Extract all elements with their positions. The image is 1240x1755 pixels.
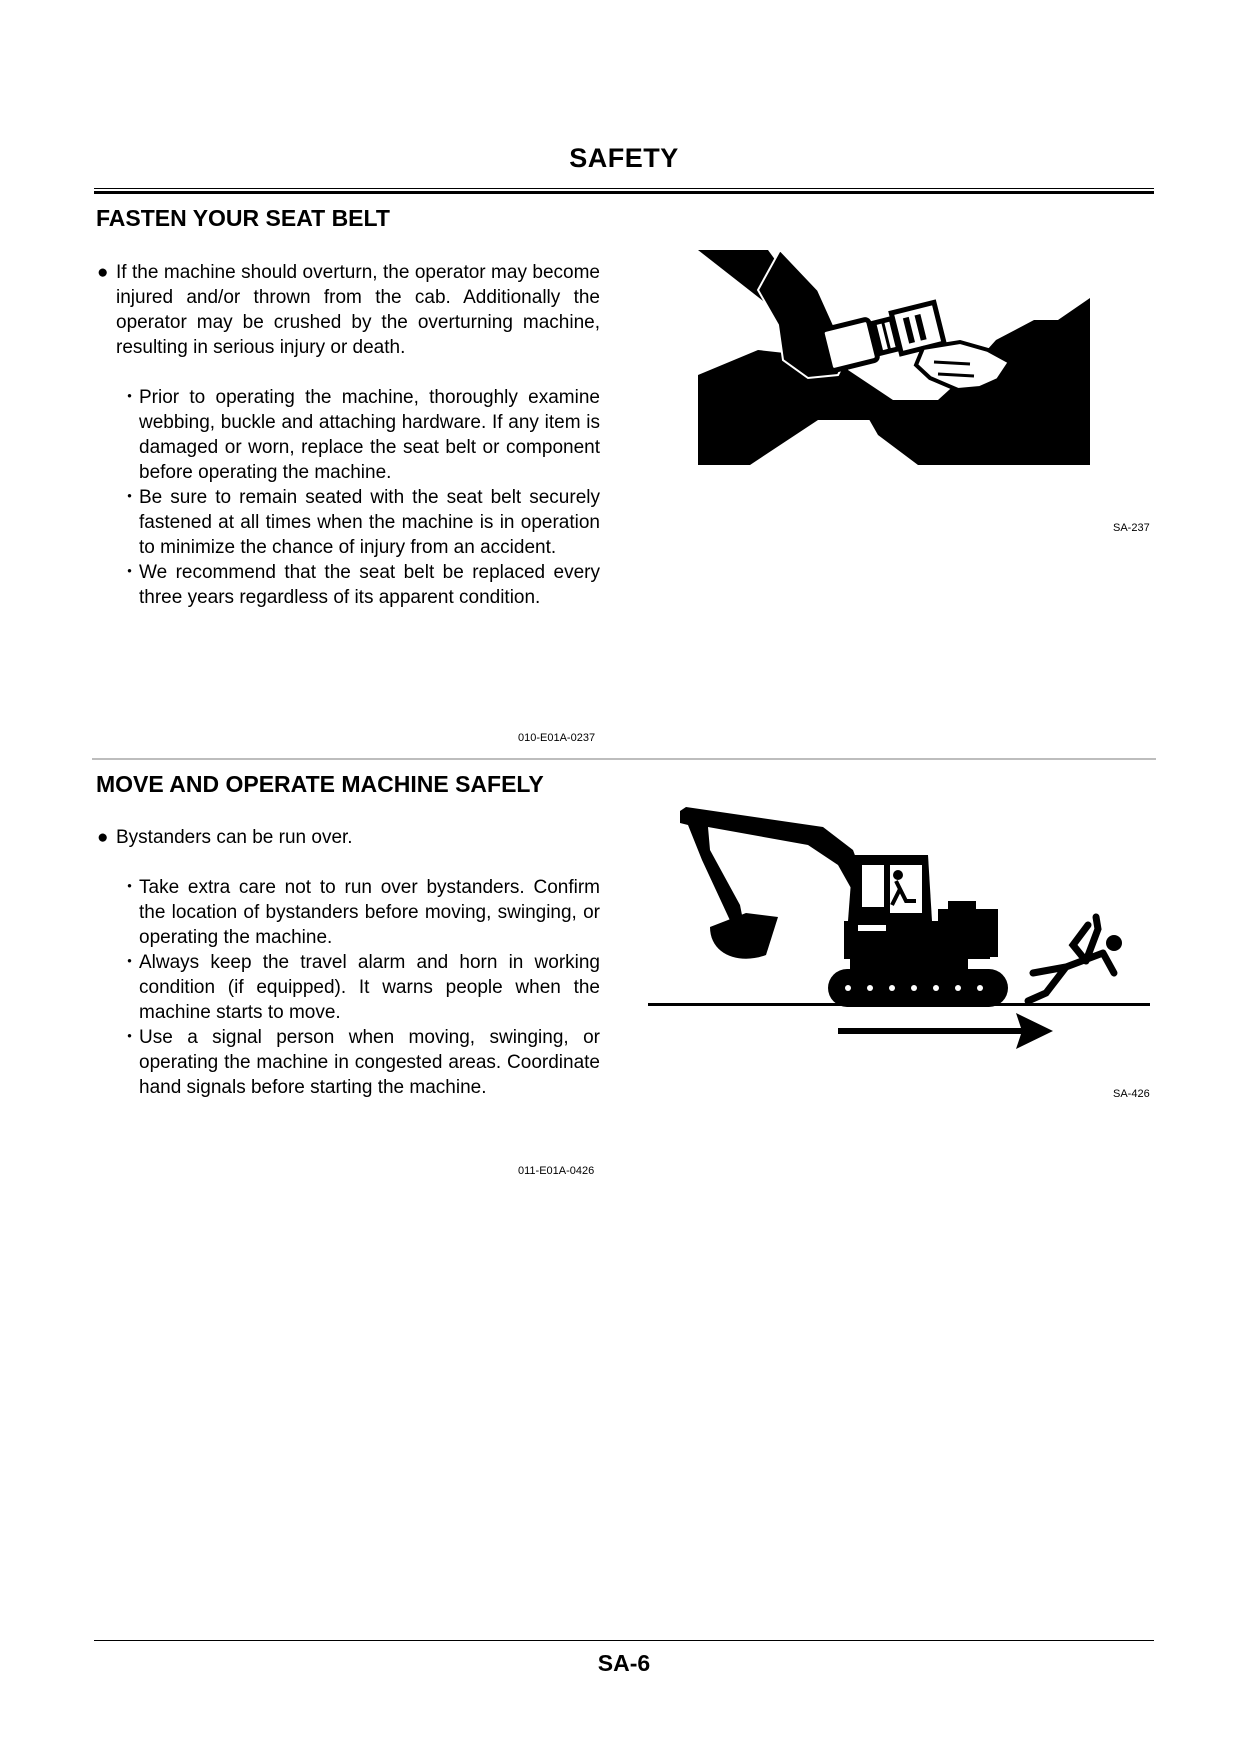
bullet-text: Bystanders can be run over.	[116, 827, 353, 848]
page-title: SAFETY	[569, 143, 679, 173]
sub-item-text: Be sure to remain seated with the seat belt securely fastened at all times when the machine is in operation to minimize the chance of injury from an accident.	[139, 487, 600, 558]
sub-bullet-icon: ・	[120, 877, 140, 898]
sub-bullet-icon: ・	[120, 952, 140, 973]
section-body-move-operate	[96, 825, 600, 1100]
bullet-item	[96, 825, 600, 850]
sub-item-text: Use a signal person when moving, swinging, or operating the machine in congested areas. Coordinate hand signals before starting the machine.	[139, 1027, 600, 1098]
page-number: SA-6	[597, 1650, 651, 1676]
sub-item	[96, 560, 600, 610]
sub-bullet-icon: ・	[120, 1027, 140, 1048]
sub-item	[96, 875, 600, 950]
reference-code: 011-E01A-0426	[518, 1165, 595, 1177]
section-body-seat-belt	[96, 260, 600, 610]
sub-bullet-icon: ・	[120, 487, 140, 508]
bullet-icon: ●	[97, 262, 109, 283]
bullet-text: If the machine should overturn, the operator may become injured and/or thrown from the cab. Additionally the operator may be crushed by the overturning machine, resulting in serious injury or death.	[116, 262, 600, 358]
bullet-item	[96, 260, 600, 360]
footer-rule	[94, 1640, 1154, 1641]
figure-label: SA-426	[1113, 1088, 1150, 1100]
figure-label: SA-237	[1113, 522, 1150, 534]
sub-bullet-icon: ・	[120, 562, 140, 583]
sub-item	[96, 1025, 600, 1100]
sub-item	[96, 485, 600, 560]
seat-belt-buckle-illustration	[698, 250, 1092, 465]
section-divider	[92, 758, 1156, 760]
reference-code: 010-E01A-0237	[518, 732, 596, 744]
sub-item-text: We recommend that the seat belt be replaced every three years regardless of its apparent condition.	[139, 562, 600, 608]
section-title-seat-belt: FASTEN YOUR SEAT BELT	[96, 205, 390, 231]
sub-item	[96, 950, 600, 1025]
sub-item-text: Always keep the travel alarm and horn in working condition (if equipped). It warns people when the machine starts to move.	[139, 952, 600, 1023]
sub-bullet-icon: ・	[120, 387, 140, 408]
sub-item-text: Take extra care not to run over bystanders. Confirm the location of bystanders before moving, swinging, or operating the machine.	[139, 877, 600, 948]
header-rule	[94, 188, 1154, 194]
section-title-move-operate: MOVE AND OPERATE MACHINE SAFELY	[96, 771, 544, 797]
excavator-runover-illustration	[648, 805, 1154, 1060]
sub-item	[96, 385, 600, 485]
bullet-icon: ●	[97, 827, 109, 848]
sub-item-text: Prior to operating the machine, thoroughly examine webbing, buckle and attaching hardware. If any item is damaged or worn, replace the seat belt or component before operating the machine.	[139, 387, 600, 483]
